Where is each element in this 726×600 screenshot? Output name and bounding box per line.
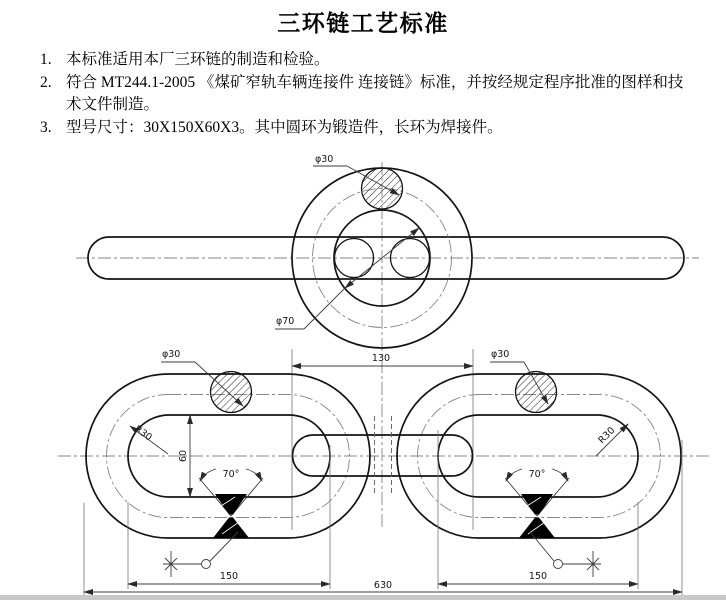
list-item-text: 型号尺寸：30X150X60X3。其中圆环为锻造件，长环为焊接件。 (66, 118, 503, 136)
dim-130 (292, 349, 473, 530)
r30-right-callout (596, 424, 628, 456)
phi30-right-label: φ30 (491, 349, 510, 360)
dim-60 (178, 415, 190, 497)
centerlines (58, 162, 710, 530)
dim-150-right-label: 150 (528, 571, 548, 582)
wire-section-hatched (362, 168, 403, 209)
chain-top-view (84, 349, 682, 597)
window-bottom-edge (0, 595, 726, 600)
dim-130-label: 130 (371, 353, 391, 364)
dim-630-label: 630 (373, 580, 393, 591)
wire-section-hatched (516, 372, 557, 413)
ring-front-view (88, 154, 684, 530)
dim-150-left-label: 150 (219, 571, 239, 582)
list-item-number: 1. (40, 51, 52, 68)
r30-right-label: R30 (596, 425, 618, 447)
r30-left-label: R30 (132, 423, 154, 444)
page-title: 三环链工艺标准 (277, 11, 449, 36)
list-item-number: 2. (40, 73, 52, 91)
dim-630 (84, 440, 682, 597)
phi70-label: φ70 (276, 316, 295, 327)
dim-60-label: 60 (178, 449, 189, 463)
wire-section-hatched (211, 372, 252, 413)
angle-left-label: 70° (222, 469, 240, 480)
list-item-text: 本标准适用本厂三环链的制造和检验。 (66, 51, 330, 68)
list-item-number: 3. (40, 118, 52, 136)
angle-right-label: 70° (528, 469, 546, 480)
r30-left-callout (130, 424, 168, 454)
list-item-text: 符合 MT244.1-2005 《煤矿窄轨车辆连接件 连接链》标准，并按经规定程序批准的图样和技术文件制造。 (66, 73, 684, 113)
phi30-left-label: φ30 (162, 349, 181, 360)
phi30-top-label: φ30 (315, 154, 334, 165)
